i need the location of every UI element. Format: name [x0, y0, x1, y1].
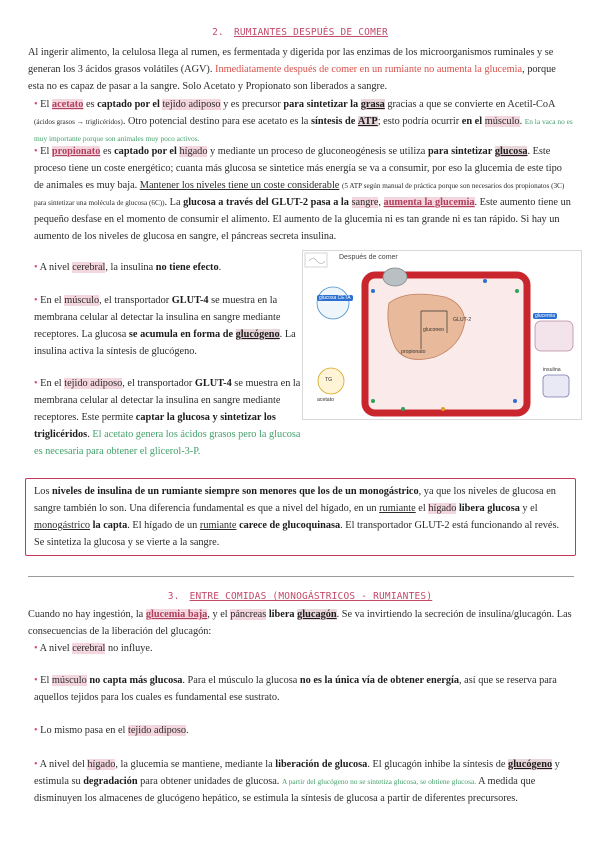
bullet-icon: • [34, 99, 38, 110]
bold-text: niveles de insulina de un rumiante siempre son menores que los de un monogástrico [52, 486, 419, 497]
section-3-heading [0, 588, 600, 605]
label-acetato: acetato [317, 397, 335, 403]
text: ; esto podría ocurrir [377, 116, 462, 127]
figure-corner-squiggle [309, 259, 325, 264]
adiposo-bullet [28, 375, 302, 460]
bold-text: la capta [92, 520, 128, 531]
underline-coste: Mantener los niveles tiene un coste considerable [139, 180, 340, 191]
musculo-bullet [28, 292, 302, 360]
text: Lo mismo pasa en el [37, 725, 128, 736]
bold-text: libera glucosa [458, 503, 520, 514]
section-2-heading [0, 24, 600, 41]
text: , así que se reserva para aquellos tejidos para los cuales es fundamental ese sustrato. [34, 675, 557, 703]
glucose-dot [513, 399, 517, 403]
text: gracias a que se convierte en Acetil-CoA [384, 99, 555, 110]
section-3-number: 3. [167, 591, 180, 602]
section-divider [28, 576, 574, 577]
bold-text: captar la glucosa y sintetizar los triglicéridos [34, 412, 276, 440]
bullet-icon: • [34, 378, 38, 389]
highlight-tejido-adiposo: tejido adiposo [127, 725, 187, 736]
small-note: (5 ATP según manual de práctica porque son necesarios dos propionatos (3C) para sintetizar una molécula de glucosa (6C)) [34, 182, 565, 207]
text: , la insulina [105, 262, 156, 273]
highlight-cerebral: cerebral [72, 262, 106, 273]
acetate-dot [371, 399, 375, 403]
key-difference-box [25, 478, 576, 556]
highlight-musculo: músculo [64, 295, 100, 306]
insulin-dot [441, 407, 445, 411]
bullet-icon: • [34, 675, 38, 686]
section-2-number: 2. [212, 27, 224, 38]
bold-text: carece de glucoquinasa [239, 520, 341, 531]
glucose-dot [371, 289, 375, 293]
highlight-pancreas: páncreas [230, 609, 267, 620]
section-2-intro [28, 44, 574, 95]
bold-text: GLUT-4 [171, 295, 209, 306]
text: . El transportador GLUT-2 está funcionando al revés. Se sintetiza la glucosa y se vierte a la sangre. [34, 520, 560, 548]
underline-monogastrico: monogástrico [34, 520, 91, 531]
text: no influye. [105, 643, 153, 654]
acetate-dot [515, 289, 519, 293]
text: A nivel del [37, 759, 88, 770]
text: . Otro potencial destino para ese acetato es la [122, 116, 311, 127]
text: . [519, 116, 525, 127]
cerebral-bullet [28, 259, 302, 276]
text: , ya que los niveles de glucosa en sangre también lo son. Una diferencia fundamental es que a nivel del hígado, en un [34, 486, 556, 514]
bold-text: síntesis de [310, 116, 356, 127]
bullet-icon: • [34, 643, 38, 654]
text: Cuando no hay ingestión, la [28, 609, 146, 620]
text: . Para el músculo la glucosa [182, 675, 300, 686]
text: , el transportador [122, 378, 195, 389]
highlight-musculo: músculo [484, 116, 520, 127]
pancreas-shape [543, 375, 569, 397]
text: es [83, 99, 98, 110]
section-3-intro [28, 606, 574, 640]
rumen-shape [383, 268, 407, 286]
label-glut2: GLUT-2 [453, 317, 472, 323]
text: . La [164, 197, 184, 208]
keyword-grasa: grasa [360, 99, 385, 110]
text: El [37, 146, 52, 157]
keyword-glucogeno: glucógeno [235, 329, 280, 340]
text: se muestra en la membrana celular al detectar la insulina en sangre mediante receptores. La glucosa [34, 295, 281, 340]
highlight-higado: hígado [428, 503, 457, 514]
text: y mediante un proceso de gluconeogénesis se utiliza [207, 146, 428, 157]
figure-title: Después de comer [339, 254, 398, 261]
text: , la glucemia se mantiene, mediante la [115, 759, 276, 770]
underline-rumiante-2: rumiante [199, 520, 237, 531]
highlight-higado: hígado [87, 759, 116, 770]
text: . Este aumento tiene un pequeño desfase en el momento de consumir el alimento. El aumento de la glucemia ni es tan grande ni es tan rápido. Si hay un aumento de los niveles de glucosa en sangre, el páncreas secreta insulina. [34, 197, 571, 242]
label-insulina: insulina [543, 367, 561, 373]
keyword-propionato: propionato [51, 146, 101, 157]
text: el [415, 503, 429, 514]
bold-text: GLUT-4 [194, 378, 232, 389]
propionato-bullet [28, 143, 574, 245]
bold-text: captado por el [97, 99, 160, 110]
bold-text: se acumula en forma de [128, 329, 234, 340]
highlight-cerebral: cerebral [72, 643, 106, 654]
text: A nivel [37, 262, 73, 273]
text: En el [37, 295, 65, 306]
intro-text-end: , porque esta no es capaz de pasar a la sangre. Solo Acetato y Propionato son liberados a sangre. [28, 64, 556, 92]
highlight-tejido-adiposo: tejido adiposo [64, 378, 123, 389]
s3-cerebral-bullet [28, 640, 574, 657]
bullet-icon: • [34, 295, 38, 306]
highlight-musculo: músculo [51, 675, 87, 686]
s3-adiposo-bullet [28, 722, 574, 739]
acetate-dot [401, 407, 405, 411]
bold-text: degradación [83, 776, 138, 787]
bullet-icon: • [34, 759, 38, 770]
bold-text: glucosa a través del GLUT-2 pasa a la [183, 197, 349, 208]
keyword-glucosa: glucosa [494, 146, 528, 157]
keyword-atp: ATP [357, 116, 378, 127]
text: . [186, 725, 189, 736]
text: En el [37, 378, 65, 389]
label-glucemia: glucemia [535, 313, 556, 319]
bold-text: en el [461, 116, 483, 127]
highlight-tejido-adiposo: tejido adiposo [162, 99, 221, 110]
text: se muestra en la membrana celular al detectar la insulina en sangre mediante receptores. Este permite [34, 378, 301, 423]
bold-text: para sintetizar la [283, 99, 359, 110]
highlight-higado: hígado [179, 146, 208, 157]
bold-text: liberación de glucosa [275, 759, 368, 770]
section-3-title: ENTRE COMIDAS (MONOGÁSTRICOS - RUMIANTES) [189, 591, 433, 602]
text: . El glucagón inhibe la síntesis de [367, 759, 509, 770]
bullet-icon: • [34, 725, 38, 736]
text: A nivel [37, 643, 73, 654]
label-glucosa-ceta: glucosa CETA [319, 295, 351, 301]
keyword-acetato: acetato [51, 99, 84, 110]
text: para obtener unidades de glucosa. [137, 776, 282, 787]
text: . La insulina activa la síntesis de glucógeno. [34, 329, 296, 357]
small-note: (ácidos grasos → triglicéridos) [34, 118, 123, 126]
intro-red-statement: Inmediatamente después de comer en un rumiante no aumenta la glucemia [215, 64, 523, 75]
underline-rumiante: rumiante [379, 503, 416, 514]
text: . Se va invirtiendo la secreción de insulina/glucagón. Las consecuencias de la liberación del glucagón: [28, 609, 572, 637]
section-2-title: RUMIANTES DESPUÉS DE COMER [233, 27, 388, 38]
green-note: En la vaca no es muy importante porque son animales muy poco activos. [34, 117, 573, 143]
keyword-glucemia-baja: glucemia baja [145, 609, 208, 620]
text: . Este proceso tiene un coste energético; cuanta más glucosa se sintetice más energía se va a consumir, por eso la glucemia de este tipo de animales es muy baja. [34, 146, 562, 191]
bold-text: para sintetizar [427, 146, 493, 157]
text: . El hígado de un [127, 520, 200, 531]
metabolism-figure [302, 250, 582, 420]
text: y estimula su [34, 759, 560, 787]
text: . [218, 262, 222, 273]
text: , y el [207, 609, 231, 620]
label-propionato: propionato [401, 349, 426, 355]
text: y es precursor [220, 99, 284, 110]
text: El [37, 99, 52, 110]
bold-text: captado por el [114, 146, 177, 157]
green-note: A partir del glucógeno no se sintetiza glucosa, se obtiene glucosa. [281, 777, 477, 786]
green-note: El acetato genera los ácidos grasos pero la glucosa es necesaria para obtener el glicerol-3-P. [34, 429, 301, 457]
text: . [87, 429, 93, 440]
text: , [378, 197, 384, 208]
bold-text: libera [268, 609, 295, 620]
bold-text: no es la única vía de obtener energía [299, 675, 460, 686]
s3-musculo-bullet [28, 672, 574, 706]
text: es [100, 146, 115, 157]
intro-text: Al ingerir alimento, la celulosa llega al rumen, es fermentada y digerida por las enzimas de los microorganismos ruminales y se generan los 3 ácidos grasos volátiles (AGV). [28, 47, 554, 75]
label-gluconeo: gluconeo [423, 327, 445, 333]
muscle-cell [535, 321, 573, 351]
bold-text: no tiene efecto [155, 262, 219, 273]
glucose-dot [483, 279, 487, 283]
figure-illustration [303, 251, 581, 419]
bullet-icon: • [34, 146, 38, 157]
text: Los [34, 486, 53, 497]
highlight-sangre: sangre [351, 197, 379, 208]
keyword-glucogeno: glucógeno [508, 759, 553, 770]
acetato-bullet [28, 96, 574, 147]
label-tg: TG [325, 377, 333, 383]
brain-cell [317, 287, 349, 319]
keyword-aumenta-glucemia: aumenta la glucemia [383, 197, 475, 208]
text: , el transportador [99, 295, 172, 306]
bullet-icon: • [34, 262, 38, 273]
text: A medida que disminuyen los almacenes de glucógeno hepático, se estimula la síntesis de glucosa a partir de diferentes precursores. [34, 776, 536, 804]
keyword-glucagon: glucagón [297, 609, 337, 620]
text: El [37, 675, 52, 686]
bold-text: no capta más glucosa [89, 675, 183, 686]
text: y el [519, 503, 538, 514]
s3-higado-bullet [28, 756, 580, 807]
